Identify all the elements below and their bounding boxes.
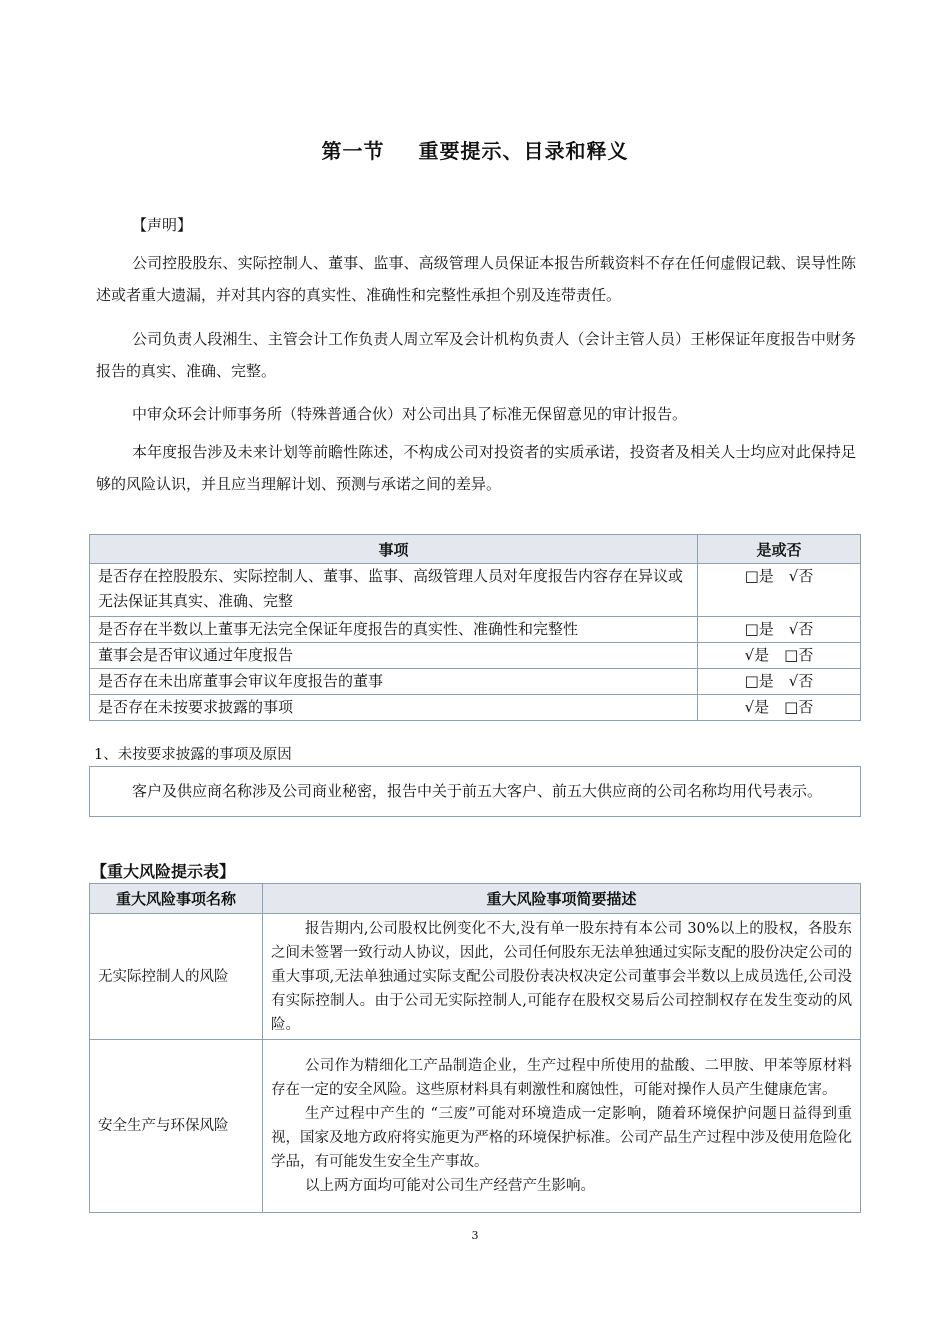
matters-answer: √是 □否 [698, 695, 861, 721]
matters-answer: □是 √否 [698, 617, 861, 643]
matters-answer: √是 □否 [698, 643, 861, 669]
matters-item: 是否存在未出席董事会审议年度报告的董事 [90, 669, 698, 695]
declaration-label: 【声明】 [132, 216, 193, 234]
paragraph-forward-looking: 本年度报告涉及未来计划等前瞻性陈述，不构成公司对投资者的实质承诺，投资者及相关人士均应对此保持足够的风险认识，并且应当理解计划、预测与承诺之间的差异。 [96, 443, 856, 493]
risk-paragraph: 以上两方面均可能对公司生产经营产生影响。 [305, 1178, 595, 1194]
risk-paragraph: 生产过程中产生的 “三废”可能对环境造成一定影响，随着环境保护问题日益得到重视，国家及地方政府将实施更为严格的环境保护标准。公司产品生产过程中涉及使用危险化学品，有可能发生安全生产事故。 [271, 1106, 852, 1170]
table-row [90, 1040, 861, 1213]
table-row [90, 695, 861, 721]
risk-name: 无实际控制人的风险 [90, 914, 263, 1040]
matters-answer: □是 √否 [698, 564, 861, 617]
matters-item: 是否存在半数以上董事无法完全保证年度报告的真实性、准确性和完整性 [90, 617, 698, 643]
risk-header-name: 重大风险事项名称 [90, 884, 263, 914]
matters-item: 董事会是否审议通过年度报告 [90, 643, 698, 669]
undisclosed-text: 客户及供应商名称涉及公司商业秘密，报告中关于前五大客户、前五大供应商的公司名称均用代号表示。 [90, 767, 861, 817]
page-number: 3 [471, 1229, 479, 1242]
paragraph-guarantee: 公司控股股东、实际控制人、董事、监事、高级管理人员保证本报告所载资料不存在任何虚假记载、误导性陈述或者重大遗漏，并对其内容的真实性、准确性和完整性承担个别及连带责任。 [96, 254, 856, 304]
table-row [90, 564, 861, 617]
matters-item: 是否存在未按要求披露的事项 [90, 695, 698, 721]
table-row [90, 643, 861, 669]
paragraph-auditor: 中审众环会计师事务所（特殊普通合伙）对公司出具了标准无保留意见的审计报告。 [132, 405, 688, 423]
risk-header-desc: 重大风险事项简要描述 [263, 884, 861, 914]
risk-table-heading: 【重大风险提示表】 [91, 862, 236, 881]
table-row [90, 914, 861, 1040]
undisclosed-heading: 1、未按要求披露的事项及原因 [94, 747, 292, 763]
matters-header-answer: 是或否 [698, 535, 861, 564]
matters-header-item: 事项 [90, 535, 698, 564]
section-title [0, 135, 950, 164]
table-row [90, 617, 861, 643]
risk-paragraph: 报告期内,公司股权比例变化不大,没有单一股东持有本公司 30%以上的股权，各股东之间未签署一致行动人协议，因此，公司任何股东无法单独通过实际支配的股份决定公司的重大事项,无法单独通过实际支配公司股份表决权决定公司董事会半数以上成员选任,公司没有实际控制人。由于公司无实际控制人,可能存在股权交易后公司控制权存在发生变动的风险。 [271, 920, 852, 1033]
matters-item: 是否存在控股股东、实际控制人、董事、监事、高级管理人员对年度报告内容存在异议或无法保证其真实、准确、完整 [90, 564, 698, 617]
risk-description [263, 1040, 861, 1213]
matters-table [89, 534, 861, 721]
risk-description [263, 914, 861, 1040]
risk-table [89, 883, 861, 1213]
section-number: 第一节 [321, 139, 385, 163]
paragraph-responsible-persons: 公司负责人段湘生、主管会计工作负责人周立军及会计机构负责人（会计主管人员）王彬保证年度报告中财务报告的真实、准确、完整。 [96, 330, 856, 380]
matters-answer: □是 √否 [698, 669, 861, 695]
section-name: 重要提示、目录和释义 [418, 139, 629, 163]
risk-name: 安全生产与环保风险 [90, 1040, 263, 1213]
risk-paragraph: 公司作为精细化工产品制造企业，生产过程中所使用的盐酸、二甲胺、甲苯等原材料存在一定的安全风险。这些原材料具有刺激性和腐蚀性，可能对操作人员产生健康危害。 [271, 1058, 852, 1098]
table-row [90, 669, 861, 695]
undisclosed-box [89, 766, 861, 817]
